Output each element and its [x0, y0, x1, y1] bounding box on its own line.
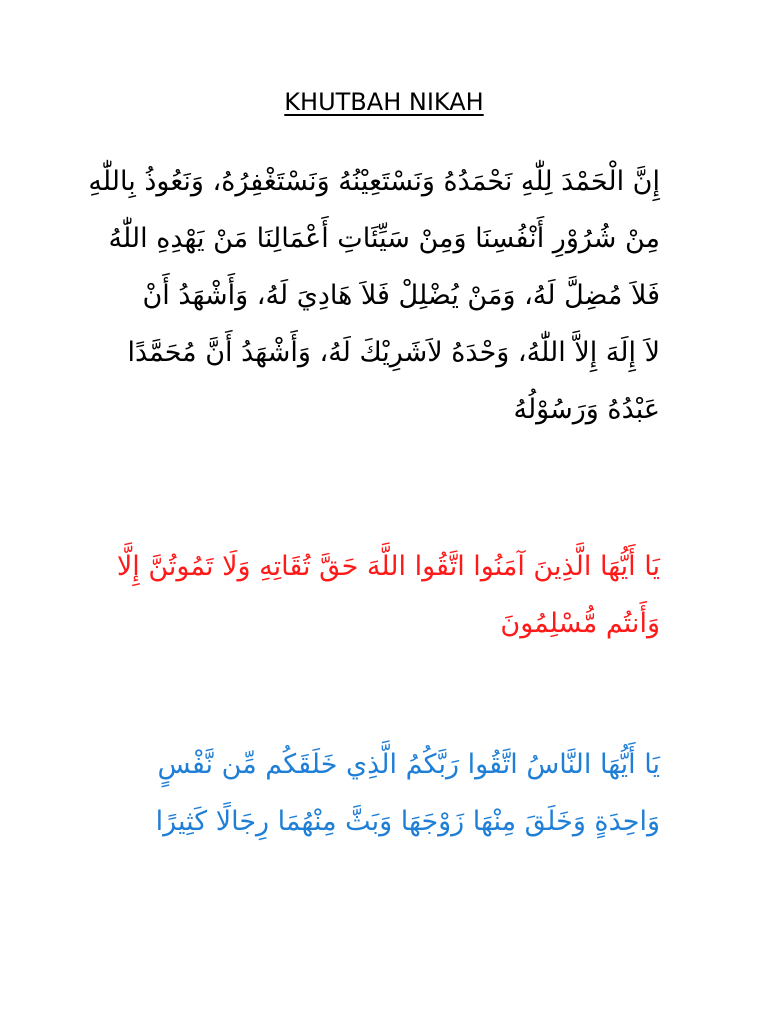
paragraph-opening	[88, 153, 660, 438]
paragraph-line: يَا أَيُّهَا الَّذِينَ آمَنُوا اتَّقُوا اللَّهَ حَقَّ تُقَاتِهِ وَلَا تَمُوتُنَّ إِلَّا	[116, 551, 660, 582]
paragraph-line: وَأَنتُم مُّسْلِمُونَ	[500, 608, 660, 639]
paragraph-line: فَلاَ مُضِلَّ لَهُ، وَمَنْ يُضْلِلْ فَلاَ هَادِيَ لَهُ، وَأَشْهَدُ أَنْ	[142, 280, 660, 311]
paragraph-line: مِنْ شُرُوْرِ أَنْفُسِنَا وَمِنْ سَيِّئَاتِ أَعْمَالِنَا مَنْ يَهْدِهِ اللّٰهُ	[108, 223, 660, 254]
paragraph-line: يَا أَيُّهَا النَّاسُ اتَّقُوا رَبَّكُمُ الَّذِي خَلَقَكُم مِّن نَّفْسٍ	[157, 749, 660, 780]
paragraph-line: عَبْدُهُ وَرَسُوْلُهُ	[513, 394, 660, 425]
paragraph-line: لاَ إِلَهَ إِلاَّ اللّٰهُ، وَحْدَهُ لاَشَرِيْكَ لَهُ، وَأَشْهَدُ أَنَّ مُحَمَّدًا	[127, 337, 660, 368]
paragraph-verse-blue	[110, 736, 660, 850]
paragraph-line: وَاحِدَةٍ وَخَلَقَ مِنْهَا زَوْجَهَا وَبَثَّ مِنْهُمَا رِجَالًا كَثِيرًا	[155, 806, 660, 837]
page-title	[0, 88, 768, 116]
page-title-text: KHUTBAH NIKAH	[284, 88, 484, 116]
paragraph-line: إِنَّ الْحَمْدَ لِلّٰهِ نَحْمَدُهُ وَنَسْتَعِيْنُهُ وَنَسْتَغْفِرُهُ، وَنَعُوذُ بِاللّٰهِ	[88, 166, 660, 197]
paragraph-verse-red	[110, 538, 660, 652]
